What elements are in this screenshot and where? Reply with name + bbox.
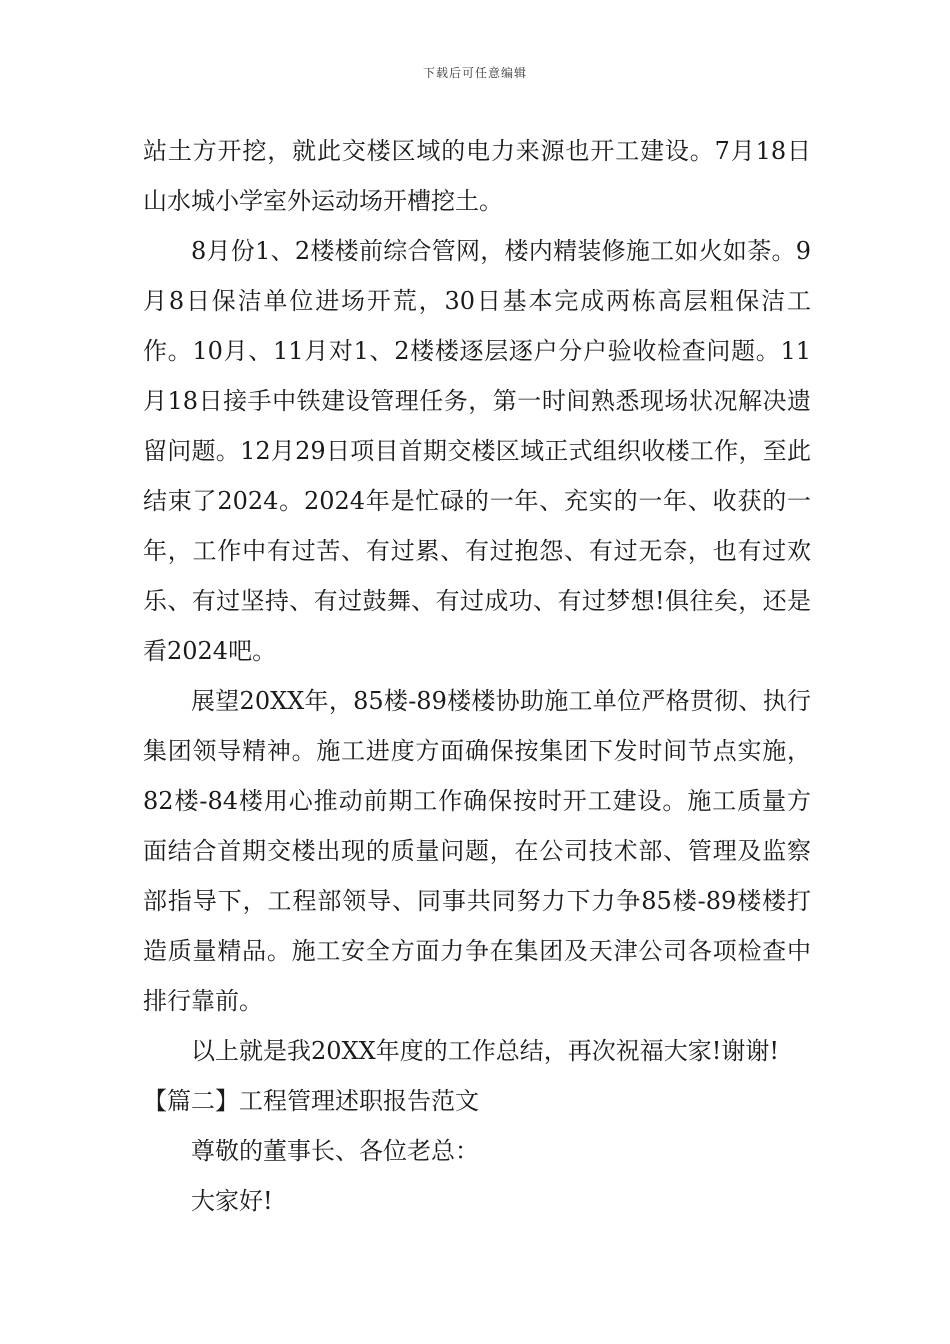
paragraph-progress-review: 8月份1、2楼楼前综合管网，楼内精装修施工如火如荼。9月8日保洁单位进场开荒，30日基本完成两栋高层粗保洁工作。10月、11月对1、2楼楼逐层逐户分户验收检查问题。11月18日接手中铁建设管理任务，第一时间熟悉现场状况解决遗留问题。12月29日项目首期交楼区域正式组织收楼工作，至此结束了2024。2024年是忙碌的一年、充实的一年、收获的一年，工作中有过苦、有过累、有过抱怨、有过无奈，也有过欢乐、有过坚持、有过鼓舞、有过成功、有过梦想!俱往矣，还是看2024吧。 <box>143 237 811 665</box>
greeting: 大家好! <box>191 1187 273 1215</box>
page-header-note: 下载后可任意编辑 <box>422 66 527 80</box>
paragraph-closing: 以上就是我20XX年度的工作总结，再次祝福大家!谢谢! <box>191 1037 779 1065</box>
paragraph-outlook: 展望20XX年，85楼-89楼楼协助施工单位严格贯彻、执行集团领导精神。施工进度方面确保按集团下发时间节点实施，82楼-84楼用心推动前期工作确保按时开工建设。施工质量方面结合首期交楼出现的质量问题，在公司技术部、管理及监察部指导下，工程部领导、同事共同努力下力争85楼-89楼楼打造质量精品。施工安全方面力争在集团及天津公司各项检查中排行靠前。 <box>143 687 811 1015</box>
document-body <box>143 126 811 1226</box>
salutation: 尊敬的董事长、各位老总： <box>191 1137 479 1165</box>
section-heading: 【篇二】工程管理述职报告范文 <box>143 1087 479 1115</box>
paragraph-continuation: 站土方开挖，就此交楼区域的电力来源也开工建设。7月18日山水城小学室外运动场开槽挖土。 <box>143 137 811 215</box>
